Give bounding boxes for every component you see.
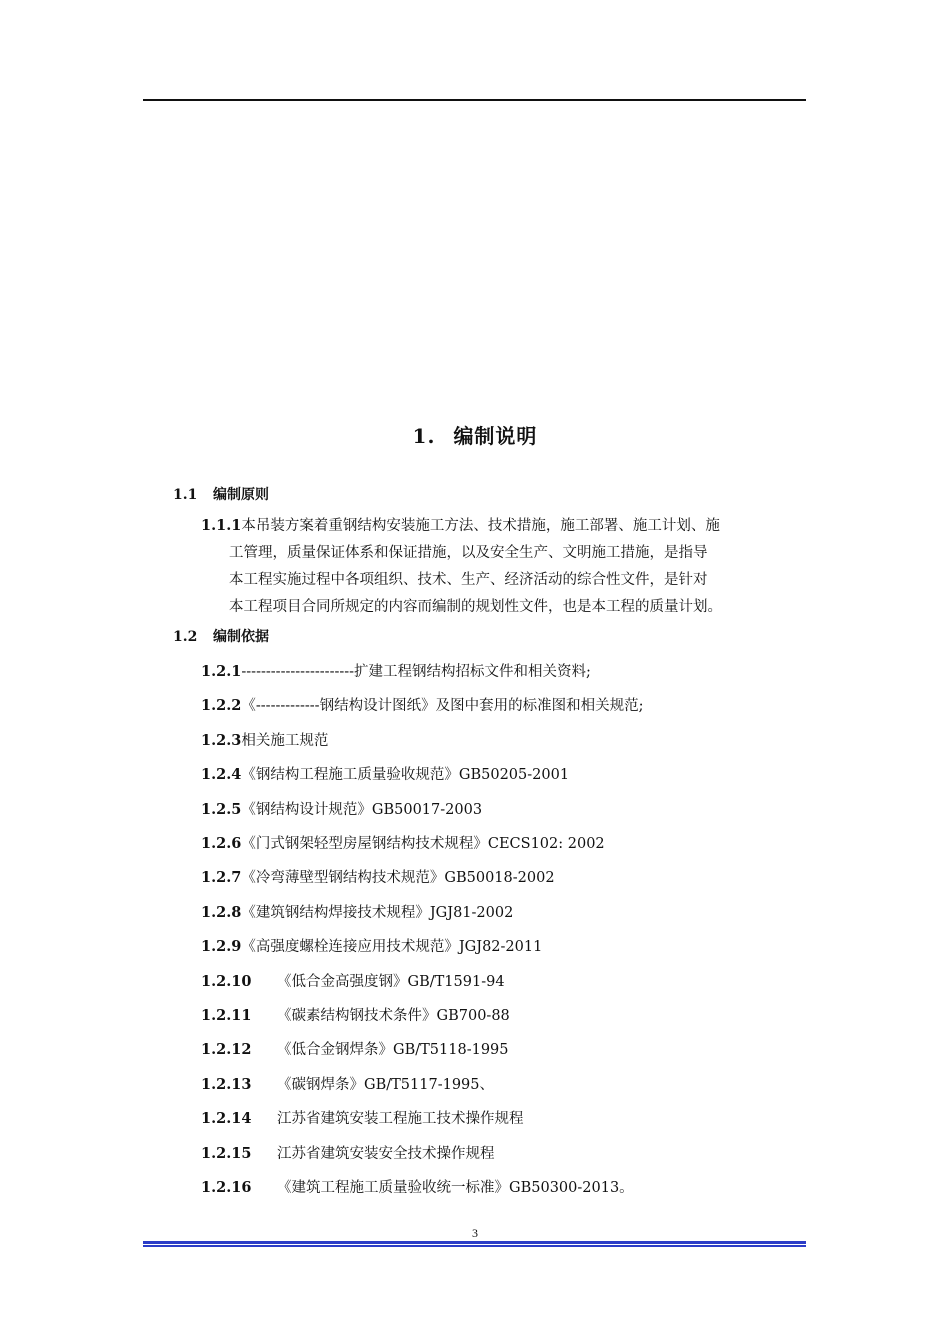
item-text: 《高强度螺栓连接应用技术规范》JGJ82-2011 <box>241 939 543 956</box>
section-number: 1.1 <box>173 487 198 503</box>
section-title: 编制原则 <box>213 487 269 503</box>
item-text: 《钢结构工程施工质量验收规范》GB50205-2001 <box>241 767 570 784</box>
list-item <box>201 866 555 887</box>
list-item <box>201 763 569 784</box>
chapter-title <box>0 420 950 449</box>
item-number: 1.2.12 <box>201 1041 252 1059</box>
item-text: 《钢结构设计规范》GB50017-2003 <box>241 801 483 818</box>
item-number: 1.2.13 <box>201 1075 252 1093</box>
item-number: 1.2.5 <box>201 800 242 818</box>
item-text: 江苏省建筑安装安全技术操作规程 <box>277 1145 495 1162</box>
item-number: 1.2.2 <box>201 697 242 715</box>
item-text: 《建筑钢结构焊接技术规程》JGJ81-2002 <box>241 904 514 921</box>
item-number: 1.2.8 <box>201 903 242 921</box>
chapter-number: 1. <box>412 424 436 448</box>
item-text: 《冷弯薄壁型钢结构技术规范》GB50018-2002 <box>241 870 555 887</box>
list-item <box>201 1176 634 1197</box>
item-number: 1.2.14 <box>201 1110 252 1128</box>
list-item <box>201 1038 509 1059</box>
item-text: 《低合金钢焊条》GB/T5118-1995 <box>277 1042 509 1059</box>
list-item <box>201 1004 510 1025</box>
item-text: 江苏省建筑安装工程施工技术操作规程 <box>277 1111 524 1128</box>
item-number: 1.2.6 <box>201 835 242 852</box>
paragraph-line: 本工程项目合同所规定的内容而编制的规划性文件，也是本工程的质量计划。 <box>229 599 722 615</box>
section-heading <box>173 484 269 504</box>
paragraph-line: 本工程实施过程中各项组织、技术、生产、经济活动的综合性文件，是针对 <box>229 572 708 588</box>
list-item <box>201 832 605 853</box>
footer-rule <box>143 1241 806 1247</box>
list-item <box>201 694 643 715</box>
paragraph-number: 1.1.1 <box>201 517 242 534</box>
list-item <box>201 729 328 750</box>
item-number: 1.2.3 <box>201 731 242 749</box>
item-number: 1.2.10 <box>201 972 252 990</box>
item-text: 《-------------钢结构设计图纸》及图中套用的标准图和相关规范; <box>241 698 644 715</box>
item-number: 1.2.7 <box>201 869 242 887</box>
item-number: 1.2.9 <box>201 938 242 956</box>
paragraph-first-line: 本吊装方案着重钢结构安装施工方法、技术措施，施工部署、施工计划、施 <box>241 518 720 534</box>
list-item <box>201 901 513 922</box>
item-text: 相关施工规范 <box>241 732 329 749</box>
item-number: 1.2.4 <box>201 766 242 784</box>
page-number: 3 <box>472 1226 478 1240</box>
item-number: 1.2.16 <box>201 1179 252 1196</box>
item-text: -----------------------扩建工程钢结构招标文件和相关资料; <box>241 664 591 680</box>
item-number: 1.2.1 <box>201 663 242 680</box>
list-item <box>201 660 591 681</box>
section-number: 1.2 <box>173 629 198 645</box>
list-item <box>201 935 542 956</box>
paragraph-line: 工管理，质量保证体系和保证措施，以及安全生产、文明施工措施，是指导 <box>229 545 708 561</box>
list-item <box>201 1142 495 1163</box>
list-item <box>201 1073 494 1094</box>
item-text: 《低合金高强度钢》GB/T1591-94 <box>277 973 505 990</box>
paragraph-1-1-1 <box>201 512 806 621</box>
item-text: 《碳钢焊条》GB/T5117-1995、 <box>277 1076 494 1093</box>
item-text: 《建筑工程施工质量验收统一标准》GB50300-2013。 <box>277 1180 634 1196</box>
list-item <box>201 970 505 991</box>
chapter-title-text: 编制说明 <box>453 424 538 448</box>
section-title: 编制依据 <box>213 629 269 645</box>
item-text: 《门式钢架轻型房屋钢结构技术规程》CECS102: 2002 <box>241 836 605 852</box>
item-text: 《碳素结构钢技术条件》GB700-88 <box>277 1008 510 1024</box>
section-heading <box>173 626 269 646</box>
header-rule <box>143 99 806 101</box>
item-number: 1.2.11 <box>201 1007 252 1024</box>
item-number: 1.2.15 <box>201 1144 252 1162</box>
list-item <box>201 798 482 819</box>
list-item <box>201 1107 524 1128</box>
